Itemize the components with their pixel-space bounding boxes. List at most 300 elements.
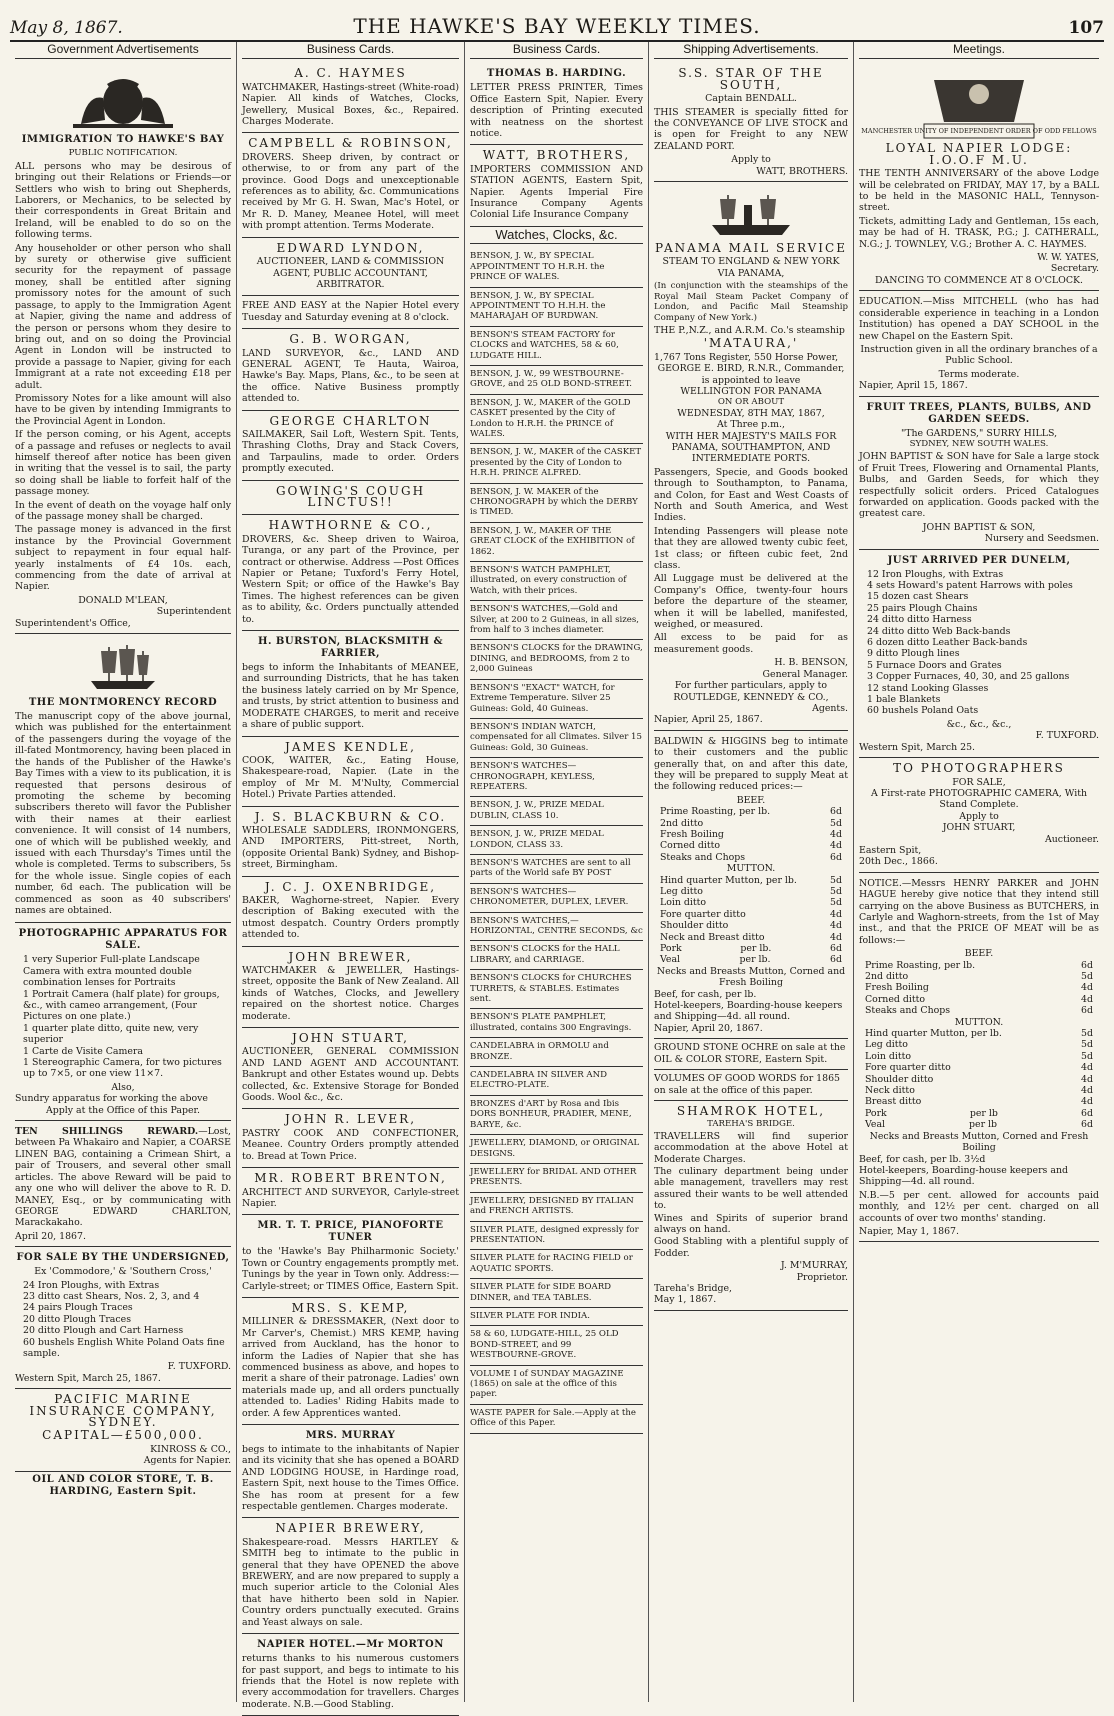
- immigration-paragraph: The passage money is advanced in the first instance by the Provincial Government subject to repayment in four equal half-yearly instalments of £4 10s. each, commencing from the date of arrival at Napier.: [15, 524, 231, 593]
- list-item: BENSON'S WATCH PAMPHLET, illustrated, on every construction of Watch, with their prices.: [470, 562, 643, 601]
- bronzes-ad: BRONZES d'ART by Rosa and Ibis DORS BONHEUR, PRADIER, MENE, BARYE, &c.: [470, 1096, 643, 1135]
- card-text: LETTER PRESS PRINTER, Times Office Eastern Spit, Napier. Every description of Printing executed with neatness on the shortest notice.: [470, 82, 643, 140]
- hotel-subtitle: TAREHA'S BRIDGE.: [707, 1119, 795, 1130]
- list-item: BENSON'S WATCHES,—Gold and Silver, at 200 to 2 Guineas, in all sizes, from half to 3 inches diameter.: [470, 601, 643, 640]
- steamship-icon: [706, 191, 796, 237]
- card-hawthorne: [242, 515, 459, 631]
- card-lever: [242, 1109, 459, 1168]
- immigration-paragraph: If the person coming, or his Agent, accepts of a passage and refuses or neglects to avail himself thereof after notice has been given in writing that the vessel is to sail, the party so doing shall be liable to forfeit half of the passage money.: [15, 429, 231, 498]
- ludgate-address: 58 & 60, LUDGATE-HILL, 25 OLD BOND-STREET, and 99 WESTBOURNE-GROVE.: [470, 1326, 643, 1365]
- card-campbell: [242, 133, 459, 237]
- card-text: MILLINER & DRESSMAKER, (Next door to Mr Carver's, Chemist.) MRS KEMP, having arrived from Auckland, has the honor to inform the Ladies of Napier that she has commenced business as above, and hopes to merit a share of their patronage. Ladies' own materials made up, and all orders punctually attended to. Ladies' Riding Habits made to order. A few Apprentices wanted.: [242, 1316, 459, 1419]
- price-row: Loin ditto 5d: [865, 1050, 1093, 1062]
- also-label: Also,: [111, 1081, 135, 1093]
- apply-label: Apply to: [731, 154, 771, 166]
- list-item: 60 bushels Poland Oats: [867, 705, 979, 717]
- photographic-title: PHOTOGRAPHIC APPARATUS FOR SALE.: [18, 928, 228, 952]
- card-title: JOHN R. LEVER,: [284, 1112, 417, 1127]
- list-item: 5 Furnace Doors and Grates: [867, 659, 1002, 671]
- panama-agent: ROUTLEDGE, KENNEDY & CO.,: [673, 691, 829, 703]
- card-title: MR. ROBERT BRENTON,: [254, 1171, 447, 1186]
- card-text: FREE AND EASY at the Napier Hotel every Tuesday and Saturday evening at 8 o'clock.: [242, 300, 459, 323]
- fruit-subtitle: SYDNEY, NEW SOUTH WALES.: [909, 438, 1049, 449]
- photographers-date: 20th Dec., 1866.: [859, 856, 938, 868]
- card-title: J. C. J. OXENBRIDGE,: [264, 879, 437, 894]
- card-title: H. BURSTON, BLACKSMITH & FARRIER,: [258, 636, 443, 660]
- candelabra-ormolu: CANDELABRA in ORMOLU and BRONZE.: [470, 1038, 643, 1067]
- card-text: to the 'Hawke's Bay Philharmonic Society.' Town or Country engagements promptly met. Tunings by the year in Town only. Address:—Carlyle-street; or TIMES Office, Eastern Spit.: [242, 1246, 459, 1292]
- price-row: Leg ditto 5d: [865, 1039, 1093, 1051]
- list-item: BENSON'S INDIAN WATCH, compensated for all Climates. Silver 15 Guineas: Gold, 30 Guineas.: [470, 719, 643, 758]
- panama-mails: WITH HER MAJESTY'S MAILS FOR PANAMA, SOUTHAMPTON, AND INTERMEDIATE PORTS.: [665, 430, 837, 465]
- card-title: NAPIER HOTEL.—Mr MORTON: [257, 1639, 444, 1651]
- column-heading: Business Cards.: [470, 42, 643, 59]
- baldwin-text: BALDWIN & HIGGINS beg to intimate to their customers and the public generally that, on and after this date, they will be prepared to supply Meat at the following reduced prices:—: [654, 735, 848, 793]
- card-text: BAKER, Waghorne-street, Napier. Every description of Baking executed with the utmost despatch. Country Orders promptly attended to.: [242, 894, 459, 941]
- montmorency-title: THE MONTMORENCY RECORD: [28, 697, 218, 709]
- list-item: 20 ditto Plough and Cart Harness: [23, 1325, 184, 1337]
- lodge-text: THE TENTH ANNIVERSARY of the above Lodge will be celebrated on FRIDAY, MAY 17, by a BALL to be held in the MASONIC HALL, Tennyson-street.: [859, 168, 1099, 214]
- notice-text: NOTICE.—Messrs HENRY PARKER and JOHN HAGUE hereby give notice that they intend still carrying on the above Business as BUTCHERS, in Carlyle and Waghorn-streets, from the 1st of May inst., and that the PRICE OF MEAT will be as follows:—: [859, 877, 1099, 946]
- reward-ad: [15, 1121, 231, 1247]
- list-item: BENSON'S STEAM FACTORY for CLOCKS and WATCHES, 58 & 60, LUDGATE HILL.: [470, 327, 643, 366]
- list-item: BENSON, J. W., PRIZE MEDAL LONDON, CLASS 33.: [470, 826, 643, 855]
- agent: WATT, BROTHERS.: [756, 165, 848, 177]
- list-item: 1 Portrait Camera (half plate) for groups, &c., with cameo arrangement, (Four Pictures on one plate.): [23, 988, 220, 1023]
- list-item: BENSON, J. W., BY SPECIAL APPOINTMENT TO H.H.H. the MAHARAJAH OF BURDWAN.: [470, 288, 643, 327]
- photographers-auctioneer: Auctioneer.: [1044, 833, 1099, 845]
- list-item: BENSON'S CLOCKS for the HALL LIBRARY, and CARRIAGE.: [470, 941, 643, 970]
- ship-text: THIS STEAMER is specially fitted for the CONVEYANCE OF LIVE STOCK and is open for Freight to any NEW ZEALAND PORT.: [654, 106, 848, 152]
- panama-note: (In conjunction with the steamships of the Royal Mail Steam Packet Company of London, and Pacific Mail Steamship Company of New York.): [654, 281, 848, 323]
- beef-heading: BEEF.: [964, 948, 994, 960]
- list-item: 15 dozen cast Shears: [867, 591, 969, 603]
- dunelm-date: Western Spit, March 25.: [859, 741, 976, 753]
- card-text: COOK, WAITER, &c., Eating House, Shakespeare-road, Napier. (Late in the employ of Mr M. M'Nulty, Commercial Hotel.) Private Parties attended.: [242, 754, 459, 801]
- lodge-text: Tickets, admitting Lady and Gentleman, 15s each, may be had of H. TRASK, P.G.; J. CATHERALL, N.G.; J. TOWNLEY, V.G.; Brother A. C. HAYMES.: [859, 215, 1099, 250]
- page-number: 107: [1068, 18, 1104, 38]
- price-note: N.B.—5 per cent. allowed for accounts paid monthly, and 12½ per cent. charged on all accounts of over two months' standing.: [859, 1189, 1099, 1224]
- list-item: BENSON, J. W., BY SPECIAL APPOINTMENT TO H.R.H. the PRINCE OF WALES.: [470, 248, 643, 287]
- price-note: Hotel-keepers, Boarding-house keepers and Shipping—4d. all round.: [654, 1000, 843, 1023]
- price-row: Veal per lb 6d: [865, 1119, 1093, 1131]
- card-stuart: [242, 1028, 459, 1109]
- lodge-dance: DANCING TO COMMENCE AT 8 O'CLOCK.: [875, 274, 1083, 286]
- card-title: NAPIER BREWERY,: [275, 1521, 426, 1536]
- card-harding: [470, 63, 643, 145]
- panama-paragraph: All Luggage must be delivered at the Company's Office, twenty-four hours before the departure of the steamer, when it will be labelled, manifested, weighed, or measured.: [654, 573, 848, 631]
- list-item: 1 Carte de Visite Camera: [23, 1045, 143, 1057]
- beef-heading: BEEF.: [736, 794, 766, 806]
- lodge-signature: W. W. YATES,: [1037, 252, 1099, 264]
- price-row: Pork per lb 6d: [865, 1107, 1093, 1119]
- card-blackburn: [242, 807, 459, 877]
- fruit-title: FRUIT TREES, PLANTS, BULBS, AND GARDEN SEEDS.: [866, 401, 1092, 425]
- list-item: 20 ditto Plough Traces: [23, 1313, 132, 1325]
- mutton-price-list: [859, 1028, 1099, 1108]
- odd-fellows-ad: [859, 63, 1099, 291]
- card-text: AUCTIONEER, LAND & COMMISSION AGENT, PUBLIC ACCOUNTANT, ARBITRATOR.: [256, 256, 445, 290]
- star-of-south-ad: [654, 63, 848, 182]
- hotel-date: May 1, 1867.: [654, 1294, 717, 1306]
- for-sale-signature: F. TUXFORD.: [167, 1361, 231, 1373]
- card-napier-hotel: [242, 1634, 459, 1716]
- list-item: BENSON'S CLOCKS for CHURCHES TURRETS, & STABLES. Estimates sent.: [470, 970, 643, 1009]
- panama-title: PANAMA MAIL SERVICE: [655, 241, 847, 256]
- card-text: PASTRY COOK AND CONFECTIONER, Meanee. Country Orders promptly attended to. Bread at Town Price.: [242, 1127, 459, 1162]
- card-text: DROVERS. Sheep driven, by contract or otherwise, to or from any part of the province. Good Dogs and unexceptionable references as to ability, &c. Communications received by Mr G. H. Swan, Mac's Hotel, or Mr R. D. Maney, Meanee Hotel, will meet with prompt attention. Terms Moderate.: [242, 151, 459, 232]
- baldwin-higgins-ad: [654, 731, 848, 1040]
- for-sale-date: Western Spit, March 25, 1867.: [15, 1372, 161, 1384]
- list-item: BENSON, J. W., MAKER of the CASKET presented by the City of London to H.R.H. PRINCE ALFRED.: [470, 444, 643, 483]
- panama-apply: For further particulars, apply to: [674, 680, 828, 692]
- price-note: Necks and Breasts Mutton, Corned and Fresh Boiling: [869, 1130, 1089, 1154]
- card-title: JAMES KENDLE,: [285, 739, 416, 754]
- list-item: 1 quarter plate ditto, quite new, very superior: [23, 1022, 199, 1046]
- fruit-subtitle: "The GARDENS," SURRY HILLS,: [900, 427, 1058, 439]
- butchers-notice: [859, 873, 1099, 1243]
- lodge-secretary: Secretary.: [1050, 263, 1099, 275]
- price-row: Neck ditto 4d: [865, 1085, 1093, 1097]
- price-row: 2nd ditto 5d: [660, 817, 842, 829]
- jewellery-ad: JEWELLERY, DESIGNED BY ITALIAN and FRENCH ARTISTS.: [470, 1193, 643, 1222]
- price-row: Leg ditto 5d: [660, 886, 842, 897]
- photographers-text: A First-rate PHOTOGRAPHIC CAMERA, With Stand Complete.: [870, 787, 1088, 811]
- jewellery-ad: JEWELLERY for BRIDAL AND OTHER PRESENTS.: [470, 1164, 643, 1193]
- price-row: Corned ditto 4d: [660, 840, 842, 852]
- column-shipping: [649, 42, 854, 1702]
- benson-list: [470, 248, 643, 1038]
- price-note: Hotel-keepers, Boarding-house keepers and Shipping—4d. all round.: [859, 1164, 1068, 1188]
- price-note: Beef, for cash, per lb.: [654, 988, 757, 1000]
- hotel-text: Good Stabling with a plentiful supply of Fodder.: [654, 1236, 848, 1259]
- education-text: EDUCATION.—Miss MITCHELL (who has had considerable experience in teaching in a London Institution) has opened a DAY SCHOOL in the new Chapel on the Eastern Spit.: [859, 296, 1099, 342]
- masthead: [10, 10, 1104, 42]
- fruit-text: JOHN BAPTIST & SON have for Sale a large stock of Fruit Trees, Flowering and Ornamental Plants, Bulbs, and Garden Seeds, for which they respectfully solicit orders. Priced Catalogues forwarded on application. Goods packed with the greatest care.: [859, 451, 1099, 520]
- card-title: GEORGE CHARLTON: [269, 413, 432, 428]
- column-heading: Business Cards.: [242, 42, 459, 59]
- price-row: Hind quarter Mutton, per lb. 5d: [865, 1028, 1093, 1040]
- photographers-ad: [859, 758, 1099, 873]
- for-sale-title: FOR SALE BY THE UNDERSIGNED,: [16, 1252, 230, 1264]
- price-row: Steaks and Chops 6d: [660, 851, 842, 863]
- panama-commander: GEORGE E. BIRD, R.N.R., Commander, is appointed to leave: [657, 363, 845, 386]
- price-row: 2nd ditto 5d: [865, 971, 1093, 982]
- list-item: BENSON'S PLATE PAMPHLET, illustrated, contains 300 Engravings.: [470, 1009, 643, 1038]
- card-text: Shakespeare-road. Messrs HARTLEY & SMITH beg to intimate to the public in general that they have OPENED the above BREWERY, and are now prepared to supply a much superior article to the Colonial Ales that have hitherto been sold in Napier. Country orders punctually executed. Grains and Yeast always on sale.: [242, 1536, 459, 1628]
- panama-dateline: Napier, April 25, 1867.: [654, 714, 763, 726]
- card-watt: [470, 145, 643, 226]
- reward-title: TEN SHILLINGS REWARD.: [15, 1126, 199, 1138]
- list-item: BENSON'S WATCHES—CHRONOGRAPH, KEYLESS, REPEATERS.: [470, 758, 643, 797]
- panama-ships: THE P.,N.Z., and A.R.M. Co.'s steamship: [654, 324, 845, 336]
- panama-paragraph: All excess to be paid for as measurement goods.: [654, 632, 848, 655]
- newspaper-title: THE HAWKE'S BAY WEEKLY TIMES.: [353, 14, 761, 38]
- education-date: Napier, April 15, 1867.: [859, 380, 968, 392]
- immigration-notice: [15, 63, 231, 634]
- card-title: J. S. BLACKBURN & CO.: [254, 809, 447, 824]
- signature: DONALD M'LEAN,: [78, 594, 168, 606]
- fruit-signature-title: Nursery and Seedsmen.: [984, 533, 1099, 545]
- education-terms: Terms moderate.: [938, 368, 1020, 380]
- card-oxenbridge: [242, 877, 459, 947]
- sunday-magazine-ad: VOLUME I of SUNDAY MAGAZINE (1865) on sale at the office of this paper.: [470, 1366, 643, 1405]
- mutton-heading: MUTTON.: [954, 1016, 1004, 1028]
- card-title: WATT, BROTHERS,: [482, 148, 631, 163]
- notice-date: Napier, May 1, 1867.: [859, 1225, 959, 1237]
- silver-plate-ad: SILVER PLATE for RACING FIELD or AQUATIC SPORTS.: [470, 1250, 643, 1279]
- column-government: [10, 42, 237, 1702]
- beef-price-list: [859, 960, 1099, 1017]
- dunelm-etc: &c., &c., &c.,: [946, 718, 1012, 730]
- price-row: Steaks and Chops 6d: [865, 1005, 1093, 1017]
- list-item: BENSON, J. W., 99 WESTBOURNE-GROVE, and 25 OLD BOND-STREET.: [470, 366, 643, 395]
- price-row: Corned ditto 4d: [865, 993, 1093, 1005]
- card-price: [242, 1215, 459, 1298]
- pacific-insurance-ad: [15, 1389, 231, 1471]
- price-row: Loin ditto 5d: [660, 897, 842, 909]
- list-item: 4 sets Howard's patent Harrows with poles: [867, 580, 1073, 591]
- card-brenton: [242, 1168, 459, 1215]
- captain: Captain BENDALL.: [705, 93, 797, 105]
- list-item: BENSON, J. W., PRIZE MEDAL DUBLIN, CLASS 10.: [470, 797, 643, 826]
- list-item: 1 Stereographic Camera, for two pictures up to 7×5, or one view 11×7.: [23, 1057, 222, 1080]
- list-item: 3 Copper Furnaces, 40, 30, and 25 gallons: [867, 671, 1070, 683]
- card-text: begs to intimate to the inhabitants of Napier and its vicinity that she has opened a BOARD AND LODGING HOUSE, in Hardinge road, Eastern Spit, next house to the Times Office. She has room at present for a few respectable gentlemen. Charges moderate.: [242, 1444, 459, 1513]
- card-title: JOHN BREWER,: [288, 949, 413, 964]
- card-text: LAND SURVEYOR, &c., LAND AND GENERAL AGENT, Te Hauta, Wairoa, Hawke's Bay. Maps, Plans, &c., to be seen at the office. Native Business promptly attended to.: [242, 347, 459, 405]
- photographers-title: TO PHOTOGRAPHERS: [893, 761, 1065, 776]
- photographers-agent: JOHN STUART,: [942, 822, 1016, 834]
- price-row: Hind quarter Mutton, per lb. 5d: [660, 874, 842, 886]
- education-text: Instruction given in all the ordinary branches of a Public School.: [860, 343, 1098, 367]
- card-title: GOWING'S COUGH LINCTUS!!: [275, 483, 426, 509]
- panama-leave: WELLINGTON FOR PANAMA: [680, 385, 822, 397]
- list-item: 1 very Superior Full-plate Landscape Camera with extra mounted double combination lenses for Portraits: [23, 954, 200, 989]
- ship-title: S.S. STAR OF THE SOUTH,: [678, 66, 824, 92]
- card-title: JOHN STUART,: [292, 1031, 409, 1046]
- card-gowing: [242, 481, 459, 516]
- column-business-cards-2: [465, 42, 649, 1702]
- column-business-cards-1: [237, 42, 465, 1710]
- columns: [10, 42, 1104, 1710]
- card-title: MRS. MURRAY: [305, 1430, 396, 1441]
- price-row: Neck and Breast ditto 4d: [660, 931, 842, 943]
- price-note: Necks and Breasts Mutton, Corned and Fresh Boiling: [656, 965, 846, 989]
- mutton-price-list: [654, 875, 848, 943]
- list-item: BENSON, J. W. MAKER of the CHRONOGRAPH by which the DERBY is TIMED.: [470, 484, 643, 523]
- immigration-paragraph: Any householder or other person who shall by surety or otherwise give sufficient security for the repayment of passage money, shall be entitled after signing promissory notes for the amount of such passage, to apply to the Immigration Agent at Napier, giving the name and address of the person or persons whom they desire to bring out, and on so doing the Provincial Agent in London will be instructed to provide a passage to Napier, giving for each Immigrant at a rate not exceeding £18 per adult.: [15, 242, 231, 391]
- price-row: Shoulder ditto 4d: [865, 1073, 1093, 1085]
- emblem-label: MANCHESTER UNITY OF INDEPENDENT ORDER OF ODD FELLOWS: [861, 127, 1097, 136]
- list-item: BENSON, J. W., MAKER OF THE GREAT CLOCK of the EXHIBITION of 1862.: [470, 523, 643, 562]
- dunelm-list: [867, 569, 1099, 717]
- price-note: Beef, for cash, per lb. 3½d: [859, 1153, 986, 1165]
- apply-text: Apply at the Office of this Paper.: [46, 1104, 200, 1116]
- ochre-ad: GROUND STONE OCHRE on sale at the OIL & COLOR STORE, Eastern Spit.: [654, 1039, 848, 1070]
- immigration-paragraph: ALL persons who may be desirous of bringing out their Relations or Friends—or Settlers who wish to bring out Shepherds, Laborers, or Mechanics, to be selected by their correspondents in Great Britain and Ireland, will be enabled to do so on the following terms.: [15, 160, 231, 241]
- price-row: Fresh Boiling 4d: [865, 982, 1093, 994]
- column-heading: Shipping Advertisements.: [654, 42, 848, 59]
- list-item: BENSON'S WATCHES,—HORIZONTAL, CENTRE SECONDS, &c: [470, 913, 643, 942]
- card-text: IMPORTERS COMMISSION AND STATION AGENTS, Eastern Spit, Napier. Agents Imperial Fire Insurance Company Agents Colonial Life Insurance Company: [470, 163, 643, 221]
- issue-date: May 8, 1867.: [10, 18, 123, 38]
- card-text: WATCHMAKER, Hastings-street (White-road) Napier. All kinds of Watches, Clocks, Jewellery, Musical Boxes, &c., Repaired. Charges Moderate.: [242, 81, 459, 128]
- card-title: G. B. WORGAN,: [289, 332, 412, 347]
- list-item: BENSON'S "EXACT" WATCH, for Extreme Temperature. Silver 25 Guineas: Gold, 40 Guineas.: [470, 680, 643, 719]
- card-burston: [242, 631, 459, 736]
- hotel-text: TRAVELLERS will find superior accommodation at the above Hotel at Moderate Charges.: [654, 1130, 848, 1165]
- list-item: BENSON'S WATCHES—CHRONOMETER, DUPLEX, LEVER.: [470, 884, 643, 913]
- dunelm-ad: [859, 550, 1099, 759]
- card-worgan: [242, 329, 459, 410]
- card-title: MRS. S. KEMP,: [291, 1300, 410, 1315]
- baldwin-date: Napier, April 20, 1867.: [654, 1022, 763, 1034]
- card-kemp: [242, 1298, 459, 1425]
- list-item: 24 ditto ditto Web Back-bands: [867, 625, 1011, 637]
- list-item: 9 ditto Plough lines: [867, 648, 960, 660]
- for-sale-ex: Ex 'Commodore,' & 'Southern Cross,': [34, 1266, 212, 1278]
- hotel-text: Wines and Spirits of superior brand always on hand.: [654, 1212, 848, 1235]
- hotel-proprietor: Proprietor.: [796, 1271, 848, 1283]
- card-murray: [242, 1425, 459, 1518]
- dunelm-title: JUST ARRIVED PER DUNELM,: [887, 554, 1071, 566]
- panama-paragraph: Intending Passengers will please note that they are allowed twenty cubic feet, 1st class; or fifteen cubic feet, 2nd class.: [654, 525, 848, 572]
- hotel-text: The culinary department being under able management, travellers may rest assured their wants to be well attended to.: [654, 1165, 848, 1212]
- card-lyndon: [242, 238, 459, 297]
- card-title: CAMPBELL & ROBINSON,: [248, 136, 453, 151]
- price-row: Prime Roasting, per lb. 6d: [865, 959, 1093, 971]
- panama-time: At Three p.m.,: [716, 419, 786, 431]
- mutton-heading: MUTTON.: [726, 863, 776, 875]
- photographers-sale: FOR SALE,: [952, 776, 1006, 788]
- fruit-trees-ad: [859, 397, 1099, 550]
- candelabra-silver: CANDELABRA IN SILVER AND ELECTRO-PLATE.: [470, 1067, 643, 1096]
- photographers-apply: Apply to: [959, 810, 999, 822]
- card-brewery: [242, 1518, 459, 1634]
- royal-crest-icon: [63, 70, 183, 130]
- immigration-paragraph: Promissory Notes for a like amount will also have to be given by intending Immigrants to the Provincial Agent in London.: [15, 392, 231, 427]
- section-heading: Watches, Clocks, &c.: [470, 227, 643, 244]
- waste-paper-ad: WASTE PAPER for Sale.—Apply at the Office of this Paper.: [470, 1405, 643, 1434]
- signature-office: Superintendent's Office,: [15, 617, 131, 629]
- card-title: HAWTHORNE & CO.,: [268, 518, 433, 533]
- list-item: 24 ditto ditto Harness: [867, 614, 972, 626]
- card-title: MR. T. T. PRICE, PIANOFORTE TUNER: [257, 1220, 444, 1244]
- column-heading: Meetings.: [859, 42, 1099, 59]
- list-item: BENSON'S WATCHES are sent to all parts of the World safe BY POST: [470, 855, 643, 884]
- card-kendle: [242, 737, 459, 807]
- list-item: 24 Iron Ploughs, with Extras: [23, 1279, 160, 1291]
- fruit-signature: JOHN BAPTIST & SON,: [922, 521, 1036, 533]
- card-text: begs to inform the Inhabitants of MEANEE, and surrounding Districts, that he has taken the business lately carried on by Mr Spence, and trusts, by strict attention to business and MODERATE CHARGES, to merit and receive a share of public support.: [242, 662, 459, 731]
- dunelm-signature: F. TUXFORD.: [1035, 730, 1099, 742]
- pacific-title: PACIFIC MARINE INSURANCE COMPANY, SYDNEY.: [29, 1392, 217, 1429]
- price-row: Fore quarter ditto 4d: [660, 908, 842, 920]
- panama-on: ON OR ABOUT: [717, 397, 785, 408]
- list-item: 23 ditto cast Shears, Nos. 2, 3, and 4: [23, 1290, 200, 1302]
- hotel-title: SHAMROK HOTEL,: [676, 1103, 826, 1118]
- immigration-title: IMMIGRATION TO HAWKE'S BAY: [21, 134, 225, 146]
- list-item: BENSON'S CLOCKS for the DRAWING, DINING, and BEDROOMS, from 2 to 2,000 Guineas: [470, 640, 643, 679]
- card-text: returns thanks to his numerous customers for past support, and begs to intimate to his friends that the Hotel is now replete with every accommodation for travellers. Charges moderate. N.B.—Good Stabling.: [242, 1653, 459, 1710]
- price-row: Fore quarter ditto 4d: [865, 1062, 1093, 1074]
- hotel-date: Tareha's Bridge,: [654, 1283, 733, 1294]
- panama-paragraph: Passengers, Specie, and Goods booked through to Southampton, to Panama, and Colon, for East and West Coasts of North and South America, and West Indies.: [654, 466, 848, 524]
- card-haymes: [242, 63, 459, 133]
- card-text: SAILMAKER, Sail Loft, Western Spit. Tents, Thrashing Cloths, Dray and Stack Covers, and Tarpaulins, made to order. Orders promptly executed.: [242, 428, 459, 475]
- beef-price-list: [654, 806, 848, 863]
- panama-signature-title: General Manager.: [762, 668, 848, 680]
- montmorency-ad: [15, 634, 231, 923]
- shamrok-hotel-ad: [654, 1101, 848, 1311]
- list-item: 12 Iron Ploughs, with Extras: [867, 568, 1004, 580]
- photographic-list: [23, 954, 231, 1079]
- silver-plate-ad: SILVER PLATE, designed expressly for PRESENTATION.: [470, 1222, 643, 1251]
- list-item: 25 pairs Plough Chains: [867, 602, 978, 614]
- pacific-agent-note: Agents for Napier.: [143, 1455, 231, 1467]
- card-text: WATCHMAKER & JEWELLER, Hastings-street, opposite the Bank of New Zealand. All kinds of Watches, Clocks, and Jewellery repaired on the shortest notice. Charges moderate.: [242, 965, 459, 1022]
- hotel-signature: J. M'MURRAY,: [780, 1260, 848, 1272]
- immigration-paragraph: In the event of death on the voyage half only of the passage money shall be charged.: [15, 499, 231, 522]
- column-meetings: [854, 42, 1104, 1702]
- reward-text: —Lost, between Pa Whakairo and Napier, a COARSE LINEN BAG, containing a Crimean Shirt, a pair of Trousers, and several other small articles. The above Reward will be paid to any one who will deliver the above to R. D. MANEY, Esq., or by communicating with GEORGE EDWARD CHARLTON, Marackakaho.: [15, 1126, 231, 1229]
- card-charlton: [242, 411, 459, 481]
- card-text: AUCTIONEER, GENERAL COMMISSION AND LAND AGENT AND ACCOUNTANT. Bankrupt and other Estates wound up. Debts collected, &c. Extensive Storage for Bonded Goods. Wool &c., &c.: [242, 1046, 459, 1104]
- sailing-ship-icon: [83, 643, 163, 691]
- list-item: 24 pairs Plough Traces: [23, 1302, 133, 1314]
- signature-title: Superintendent: [156, 606, 231, 618]
- card-title: THOMAS B. HARDING.: [486, 68, 627, 80]
- lodge-title: LOYAL NAPIER LODGE: I.O.O.F M.U.: [885, 141, 1073, 167]
- for-sale-ad: [15, 1247, 231, 1389]
- panama-route: STEAM TO ENGLAND & NEW YORK VIA PANAMA,: [662, 256, 840, 279]
- education-ad: [859, 291, 1099, 396]
- price-row: Pork per lb. 6d: [660, 943, 842, 955]
- reward-date: April 20, 1867.: [15, 1230, 86, 1242]
- panama-mail-ad: [654, 182, 848, 731]
- card-text: WHOLESALE SADDLERS, IRONMONGERS, AND IMPORTERS, Pitt-street, North, (opposite Oriental Bank) Sydney, and Bishop-street, Birmingham.: [242, 824, 459, 871]
- panama-vessel: 'MATAURA,': [703, 336, 799, 351]
- list-item: 12 stand Looking Glasses: [867, 682, 989, 694]
- for-sale-list: [23, 1280, 231, 1360]
- jewellery-ad: JEWELLERY, DIAMOND, or ORIGINAL DESIGNS.: [470, 1135, 643, 1164]
- list-item: 1 bale Blankets: [867, 694, 941, 706]
- price-row: Breast ditto 4d: [865, 1096, 1093, 1108]
- oil-store-ad: OIL AND COLOR STORE, T. B. HARDING, Eastern Spit.: [32, 1473, 214, 1497]
- good-words-ad: VOLUMES OF GOOD WORDS for 1865 on sale at the office of this paper.: [654, 1070, 848, 1101]
- price-row: Prime Roasting, per lb. 6d: [660, 806, 842, 818]
- photographic-ad: [15, 923, 231, 1121]
- price-row: Fresh Boiling 4d: [660, 828, 842, 840]
- photographers-location: Eastern Spit,: [859, 844, 922, 856]
- pacific-agent: KINROSS & CO.,: [150, 1443, 231, 1455]
- card-text: ARCHITECT AND SURVEYOR, Carlyle-street Napier.: [242, 1186, 459, 1209]
- silver-plate-ad: SILVER PLATE for SIDE BOARD DINNER, and TEA TABLES.: [470, 1279, 643, 1308]
- card-free-and-easy: [242, 296, 459, 329]
- price-row: Veal per lb. 6d: [660, 954, 842, 966]
- also-text: Sundry apparatus for working the above: [15, 1093, 208, 1105]
- silver-plate-ad: SILVER PLATE FOR INDIA.: [470, 1308, 643, 1326]
- panama-spec: 1,767 Tons Register, 550 Horse Power,: [654, 351, 839, 363]
- montmorency-text: The manuscript copy of the above journal, which was published for the entertainment of the passengers during the voyage of the ill-fated Montmorency, having been placed in the hands of the Publisher of the Hawke's Bay Times with a view to its publication, it is requested that persons desirous of promoting the scheme by becoming subscribers thereto will favor the Publisher with their names at their earliest convenience. It will consist of 14 numbers, one of which will be published weekly, and issued with each Thursday's Times until the whole is completed. Terms to subscribers, 5s for the whole issue. Single copies of each number, 6d each. The publication will be commenced as soon as 40 subscribers' names are obtained.: [15, 711, 231, 916]
- panama-date: WEDNESDAY, 8TH MAY, 1867,: [677, 407, 825, 419]
- card-brewer: [242, 947, 459, 1028]
- panama-signature: H. B. BENSON,: [774, 657, 848, 669]
- immigration-subtitle: PUBLIC NOTIFICATION.: [68, 148, 178, 159]
- list-item: 60 bushels English White Poland Oats fine sample.: [23, 1336, 225, 1359]
- panama-agents: Agents.: [812, 702, 848, 714]
